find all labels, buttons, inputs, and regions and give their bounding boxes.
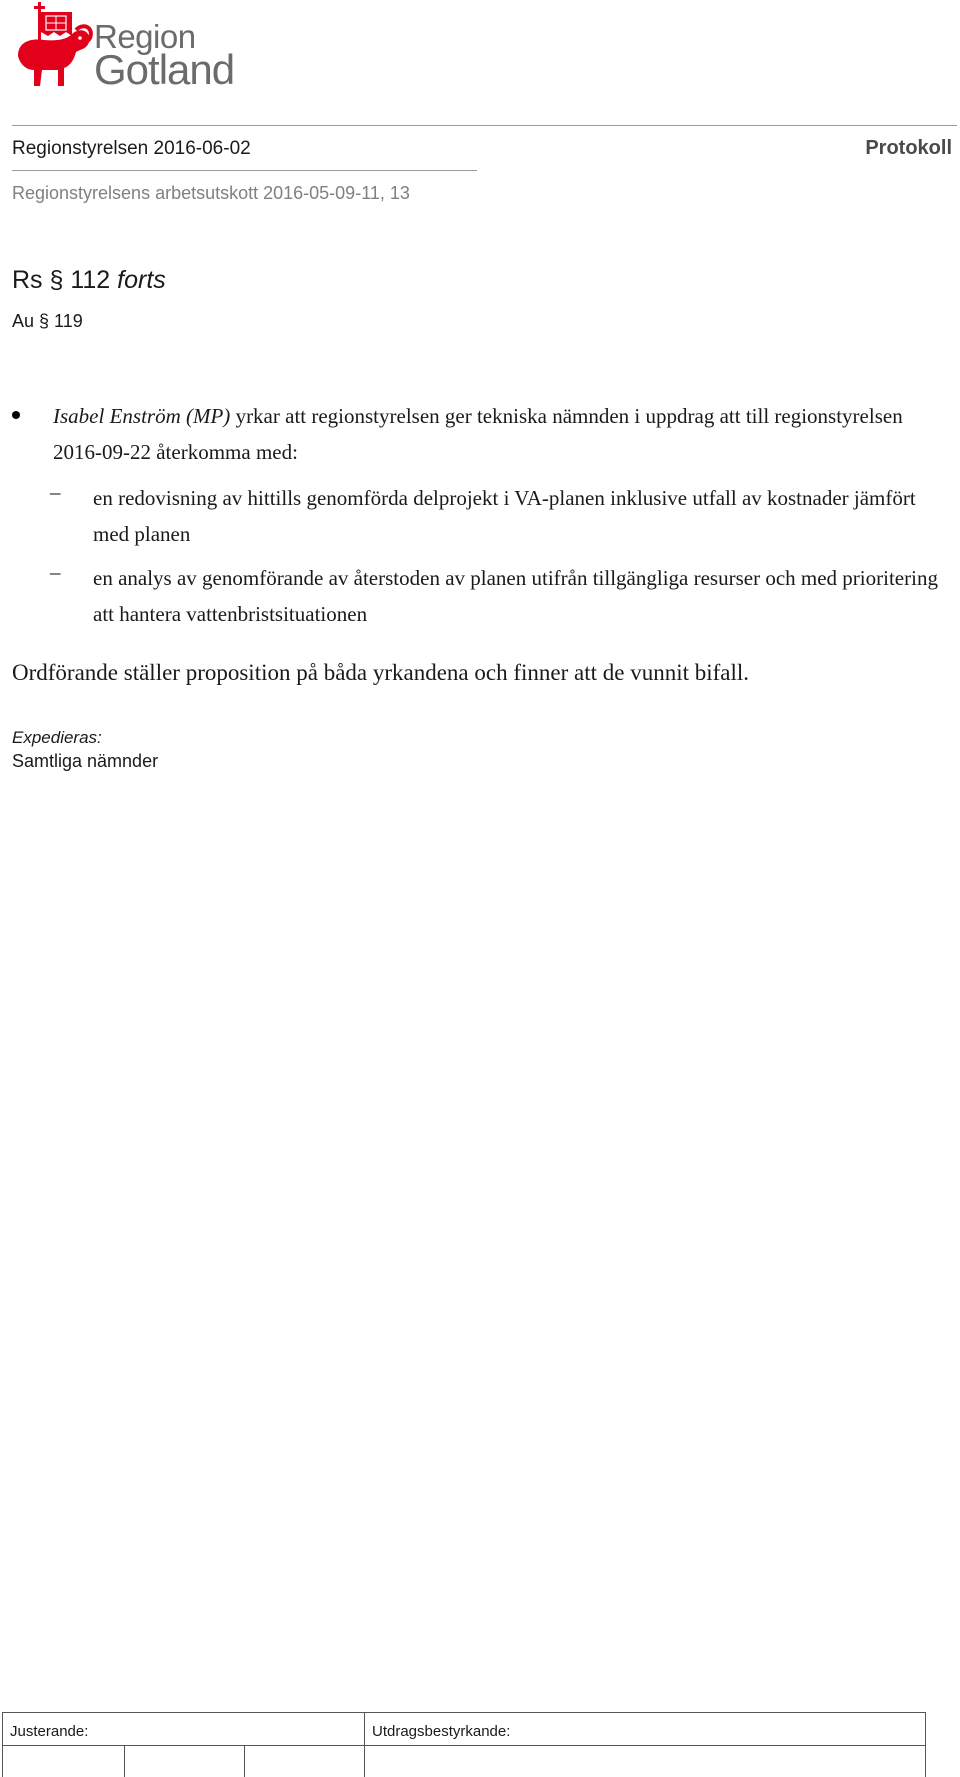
motion-body: yrkar att regionstyrelsen ger tekniska nämnden i uppdrag att till regionstyrelsen 2016-09-22 återkomma med: bbox=[53, 404, 903, 464]
ram-icon bbox=[14, 0, 94, 92]
section-number: Rs § 112 bbox=[12, 266, 111, 294]
header-rule bbox=[12, 125, 957, 126]
justerande-label: Justerande: bbox=[10, 1723, 89, 1740]
section-reference: Au § 119 bbox=[12, 311, 83, 331]
document-type: Protokoll bbox=[865, 137, 952, 159]
signature-table bbox=[0, 1712, 927, 1777]
table-border bbox=[2, 1712, 925, 1713]
header-sub-rule bbox=[12, 170, 477, 171]
expedieras-label: Expedieras: bbox=[12, 728, 102, 747]
dash-marker: – bbox=[50, 480, 61, 504]
table-border bbox=[244, 1745, 245, 1777]
bullet-icon bbox=[12, 411, 20, 419]
list-item: en analys av genomförande av återstoden av planen utifrån tillgängliga resurser och med prioritering att hantera vattenbristsituationen bbox=[93, 566, 938, 626]
logo-text-region: Region bbox=[94, 18, 196, 55]
logo-text-gotland: Gotland bbox=[94, 46, 235, 93]
proposition-paragraph: Ordförande ställer proposition på båda yrkandena och finner att de vunnit bifall. bbox=[12, 660, 750, 685]
section-title bbox=[12, 266, 166, 295]
meeting-title: Regionstyrelsen 2016-06-02 bbox=[12, 138, 251, 159]
motion-proposer: Isabel Enström (MP) bbox=[53, 404, 231, 428]
expedieras-value: Samtliga nämnder bbox=[12, 751, 159, 771]
table-border bbox=[124, 1745, 125, 1777]
table-border bbox=[2, 1745, 925, 1746]
utdragsbestyrkande-label: Utdragsbestyrkande: bbox=[372, 1723, 511, 1740]
section-suffix: forts bbox=[117, 266, 166, 294]
list-item: en redovisning av hittills genomförda delprojekt i VA-planen inklusive utfall av kostnader jämfört med planen bbox=[93, 486, 916, 546]
table-border bbox=[364, 1712, 365, 1777]
motion-text bbox=[53, 398, 933, 470]
dash-marker: – bbox=[50, 560, 61, 584]
committee-session: Regionstyrelsens arbetsutskott 2016-05-09-11, 13 bbox=[12, 183, 410, 203]
table-border bbox=[925, 1712, 926, 1777]
region-gotland-logo bbox=[14, 0, 244, 92]
table-border bbox=[2, 1712, 3, 1777]
